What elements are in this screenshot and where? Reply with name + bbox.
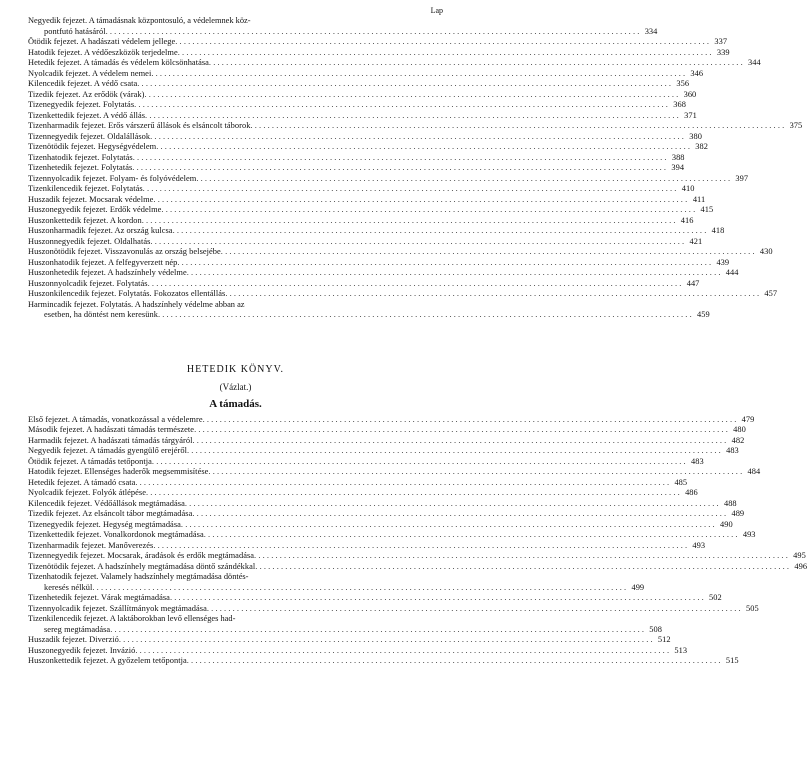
dot-leader bbox=[187, 268, 721, 279]
toc-page-number: 334 bbox=[644, 26, 658, 36]
toc-entry-text: Harmincadik fejezet. Folytatás. A hadszínhely védelme abban az bbox=[28, 299, 245, 309]
dot-leader bbox=[192, 509, 726, 520]
dot-leader bbox=[170, 593, 704, 604]
toc-entry bbox=[28, 163, 685, 174]
dot-leader bbox=[145, 90, 679, 101]
toc-entry bbox=[28, 278, 700, 290]
toc-entry bbox=[28, 519, 733, 531]
dot-leader bbox=[173, 226, 707, 237]
toc-entry-text: Hetedik fejezet. A támadás és védelem kölcsönhatása bbox=[28, 58, 209, 67]
toc-page-number: 486 bbox=[685, 488, 698, 497]
toc-entry-text: Tizenhetedik fejezet. Folytatás bbox=[28, 163, 133, 172]
dot-leader bbox=[225, 289, 759, 300]
toc-page-number: 489 bbox=[731, 509, 745, 518]
toc-entry bbox=[28, 540, 706, 552]
dot-leader bbox=[203, 415, 737, 426]
toc-page-number: 410 bbox=[681, 184, 695, 193]
toc-entry bbox=[28, 645, 688, 657]
toc-entry bbox=[28, 131, 702, 143]
toc-entry bbox=[28, 205, 714, 216]
toc-entry bbox=[28, 561, 807, 573]
section-title: A támadás. bbox=[209, 397, 262, 410]
toc-page-number: 484 bbox=[747, 467, 761, 476]
toc-entry-text: Negyedik fejezet. A támadás gyengülő erejéről bbox=[28, 446, 187, 455]
toc-page-number: 480 bbox=[733, 425, 746, 434]
toc-entry bbox=[28, 37, 728, 48]
dot-leader bbox=[250, 121, 784, 132]
dot-leader bbox=[132, 163, 666, 174]
page-column-header: Lap bbox=[430, 6, 443, 15]
toc-entry bbox=[28, 635, 671, 646]
toc-entry bbox=[28, 194, 706, 206]
toc-page-number: 339 bbox=[716, 47, 730, 57]
dot-leader bbox=[135, 646, 669, 657]
toc-entry-text: Első fejezet. A támadás, vonatkozással a védelemre bbox=[28, 414, 203, 424]
toc-entry-text: Tizedik fejezet. Az elsáncolt tábor megtámadása bbox=[28, 509, 193, 518]
toc-page-number: 397 bbox=[735, 173, 749, 183]
toc-entry-text: Tizennyolcadik fejezet. Folyam- és folyóvédelem bbox=[28, 173, 197, 183]
toc-page-number: 421 bbox=[689, 236, 703, 246]
toc-entry-text: Huszonkilencedik fejezet. Folytatás. Fokozatos ellentállás bbox=[28, 289, 226, 298]
toc-entry bbox=[28, 425, 746, 436]
toc-entry bbox=[28, 477, 688, 489]
toc-entry bbox=[28, 446, 739, 457]
dot-leader bbox=[146, 488, 680, 499]
toc-entry bbox=[28, 551, 806, 562]
toc-entry-text: Huszonharmadik fejezet. Az ország kulcsa bbox=[28, 226, 173, 235]
toc-page-number: 505 bbox=[745, 603, 759, 613]
toc-entry-text: Huszonkettedik fejezet. A győzelem tetőpontja bbox=[28, 656, 187, 665]
toc-entry bbox=[28, 467, 761, 478]
toc-page-number: 483 bbox=[726, 446, 739, 455]
toc-entry-text: esetben, ha döntést nem keresünk bbox=[44, 310, 158, 319]
toc-page-number: 493 bbox=[692, 540, 706, 550]
toc-entry bbox=[28, 121, 803, 132]
toc-page-number: 495 bbox=[793, 551, 806, 560]
toc-entry bbox=[28, 184, 695, 195]
toc-page-number: 447 bbox=[686, 278, 700, 288]
dot-leader bbox=[133, 153, 667, 164]
dot-leader bbox=[150, 132, 684, 143]
toc-entry-text: Huszonnegyedik fejezet. Oldalhatás bbox=[28, 236, 151, 246]
toc-entry-text: Tizenkettedik fejezet. Vonalkordonok megtámadása bbox=[28, 530, 204, 539]
dot-leader bbox=[106, 27, 640, 38]
toc-entry bbox=[28, 47, 730, 59]
toc-list-part1 bbox=[28, 16, 803, 321]
dot-leader bbox=[110, 625, 644, 636]
toc-entry-text: Kilencedik fejezet. A védő csata bbox=[28, 79, 138, 88]
toc-page-number: 360 bbox=[683, 89, 697, 99]
toc-page-number: 382 bbox=[695, 142, 708, 151]
dot-leader bbox=[193, 436, 727, 447]
toc-page-number: 418 bbox=[711, 226, 725, 235]
toc-entry-text: Harmadik fejezet. A hadászati támadás tárgyáról bbox=[28, 435, 193, 445]
toc-entry bbox=[28, 215, 694, 227]
toc-entry-text: Tizenkilencedik fejezet. Folytatás bbox=[28, 184, 143, 193]
dot-leader bbox=[187, 656, 721, 667]
dot-leader bbox=[153, 541, 687, 552]
dot-leader bbox=[255, 562, 789, 573]
toc-page-number: 485 bbox=[674, 477, 688, 487]
toc-entry-text: Huszonhetedik fejezet. A hadszínhely védelme bbox=[28, 268, 187, 277]
toc-entry-text: Huszonkettedik fejezet. A kordon bbox=[28, 215, 142, 225]
dot-leader bbox=[207, 604, 741, 615]
toc-page-number: 499 bbox=[631, 582, 645, 592]
toc-entry bbox=[28, 142, 708, 153]
dot-leader bbox=[158, 310, 692, 321]
dot-leader bbox=[143, 184, 677, 195]
toc-entry-text: Második fejezet. A hadászati támadás természete bbox=[28, 425, 195, 434]
toc-page-number: 380 bbox=[689, 131, 702, 141]
toc-page-number: 515 bbox=[725, 656, 739, 665]
toc-entry bbox=[28, 414, 755, 426]
dot-leader bbox=[161, 205, 695, 216]
toc-entry-text: Tizenkilencedik fejezet. A laktáborokban levő ellenséges had- bbox=[28, 614, 236, 623]
dot-leader bbox=[153, 195, 687, 206]
toc-entry-text: Tizenhetedik fejezet. Várak megtámadása bbox=[28, 593, 170, 602]
toc-entry-text: sereg megtámadása bbox=[44, 624, 111, 634]
dot-leader bbox=[196, 174, 730, 185]
toc-page-number: 512 bbox=[657, 635, 671, 644]
toc-entry-text: Nyolcadik fejezet. A védelem nemei bbox=[28, 68, 152, 78]
toc-entry-text: Negyedik fejezet. A támadásnak központosuló, a védelemnek köz- bbox=[28, 16, 251, 25]
toc-entry bbox=[28, 656, 739, 667]
dot-leader bbox=[254, 551, 788, 562]
toc-entry-text: Kilencedik fejezet. Védőállások megtámadása bbox=[28, 498, 185, 508]
toc-entry bbox=[28, 572, 645, 593]
toc-entry-text: Ötödik fejezet. A támadás tetőpontja bbox=[28, 456, 152, 466]
dot-leader bbox=[145, 111, 679, 122]
dot-leader bbox=[185, 499, 719, 510]
toc-page-number: 346 bbox=[690, 68, 704, 78]
toc-page-number: 416 bbox=[680, 215, 694, 225]
dot-leader bbox=[187, 446, 721, 457]
dot-leader bbox=[142, 216, 676, 227]
toc-page-number: 371 bbox=[684, 110, 697, 120]
toc-entry-text: Hetedik fejezet. A támadó csata bbox=[28, 477, 136, 487]
dot-leader bbox=[177, 258, 711, 269]
toc-entry-text: Tizenegyedik fejezet. Hegység megtámadása bbox=[28, 519, 181, 529]
toc-page-number: 496 bbox=[794, 561, 807, 571]
toc-page-number: 388 bbox=[671, 152, 685, 162]
toc-entry bbox=[28, 89, 697, 101]
toc-entry-text: Huszonegyedik fejezet. Erdők védelme bbox=[28, 205, 162, 214]
dot-leader bbox=[194, 425, 728, 436]
toc-entry bbox=[28, 509, 745, 520]
toc-page-number: 439 bbox=[716, 257, 730, 267]
book-heading: HETEDIK KÖNYV. bbox=[186, 363, 285, 375]
toc-entry-text: Tizenhatodik fejezet. Folytatás bbox=[28, 152, 133, 162]
dot-leader bbox=[204, 530, 738, 541]
toc-page-number: 482 bbox=[731, 435, 745, 445]
toc-entry bbox=[28, 603, 759, 615]
toc-entry-text: Huszonhatodik fejezet. A felfegyverzett nép bbox=[28, 257, 178, 267]
toc-page-number: 508 bbox=[649, 624, 662, 634]
toc-page-number: 394 bbox=[671, 163, 685, 172]
toc-page-number: 368 bbox=[673, 100, 686, 109]
toc-entry-text: Huszonegyedik fejezet. Invázió bbox=[28, 645, 136, 655]
toc-page-number: 488 bbox=[723, 498, 737, 508]
toc-entry bbox=[28, 289, 778, 300]
dot-leader bbox=[151, 69, 685, 80]
toc-entry bbox=[28, 79, 690, 90]
toc-entry bbox=[28, 614, 662, 635]
toc-entry bbox=[28, 16, 658, 37]
book-subheading: (Vázlat.) bbox=[219, 381, 252, 392]
toc-page-number: 344 bbox=[748, 58, 761, 67]
toc-entry-text: Tizennegyedik fejezet. Oldalállások bbox=[28, 131, 151, 141]
dot-leader bbox=[119, 635, 653, 646]
toc-entry-text: Hatodik fejezet. Ellenséges haderők megsemmisítése bbox=[28, 467, 209, 476]
toc-entry-text: Tizedik fejezet. Az erődök (várak) bbox=[28, 89, 145, 99]
toc-entry-text: Huszadik fejezet. Diverzió bbox=[28, 635, 119, 644]
toc-page-number: 493 bbox=[742, 530, 756, 539]
toc-entry-text: Tizennyolcadik fejezet. Szállítmányok megtámadása bbox=[28, 603, 207, 613]
toc-entry-text: Nyolcadik fejezet. Folyók átlépése bbox=[28, 488, 146, 497]
toc-entry bbox=[28, 110, 697, 122]
toc-entry-text: Tizenharmadik fejezet. Manőverezés bbox=[28, 540, 154, 550]
toc-entry-text: Tizenegyedik fejezet. Folytatás bbox=[28, 100, 135, 109]
toc-entry bbox=[28, 498, 737, 510]
toc-entry bbox=[28, 152, 685, 164]
toc-entry-text: Huszonötödik fejezet. Visszavonulás az ország belsejébe bbox=[28, 247, 221, 256]
toc-page-number: 430 bbox=[759, 247, 773, 256]
toc-entry-text: Huszonnyolcadik fejezet. Folytatás bbox=[28, 278, 148, 288]
toc-entry bbox=[28, 226, 725, 237]
toc-entry bbox=[28, 268, 739, 279]
toc-entry-text: Ötödik fejezet. A hadászati védelem jellege bbox=[28, 37, 176, 46]
toc-entry bbox=[28, 435, 745, 447]
dot-leader bbox=[156, 142, 690, 153]
dot-leader bbox=[181, 520, 715, 531]
dot-leader bbox=[221, 247, 755, 258]
toc-page-number: 415 bbox=[700, 205, 714, 214]
toc-entry bbox=[28, 530, 756, 541]
dot-leader bbox=[178, 48, 712, 59]
toc-entry bbox=[28, 247, 773, 258]
toc-entry-text: Tizenötödik fejezet. Hegységvédelem bbox=[28, 142, 157, 151]
toc-page-number: 513 bbox=[674, 645, 688, 655]
toc-page-number: 490 bbox=[719, 519, 733, 529]
toc-entry bbox=[28, 173, 749, 185]
dot-leader bbox=[148, 279, 682, 290]
dot-leader bbox=[175, 37, 709, 48]
toc-page-number: 479 bbox=[741, 414, 755, 424]
toc-entry-text: pontfutó hatásáról bbox=[44, 26, 106, 36]
dot-leader bbox=[150, 237, 684, 248]
toc-entry-text: Hatodik fejezet. A védőeszközök terjedelme bbox=[28, 47, 178, 57]
toc-page-number: 502 bbox=[709, 593, 722, 602]
toc-entry bbox=[28, 488, 698, 499]
toc-entry bbox=[28, 593, 722, 604]
dot-leader bbox=[92, 583, 626, 594]
toc-page-number: 483 bbox=[690, 456, 704, 466]
toc-page-number: 457 bbox=[764, 289, 778, 298]
toc-page-number: 444 bbox=[725, 268, 739, 277]
toc-page-number: 411 bbox=[692, 194, 706, 204]
toc-entry-text: Tizenkettedik fejezet. A védő állás bbox=[28, 110, 146, 120]
toc-entry bbox=[28, 299, 710, 321]
toc-page bbox=[28, 6, 807, 667]
toc-page-number: 356 bbox=[676, 79, 690, 88]
dot-leader bbox=[134, 100, 668, 111]
toc-list-part2 bbox=[28, 414, 807, 667]
toc-entry bbox=[28, 68, 704, 80]
toc-entry bbox=[28, 257, 730, 269]
dot-leader bbox=[209, 58, 743, 69]
dot-leader bbox=[137, 79, 671, 90]
dot-leader bbox=[152, 457, 686, 468]
toc-entry-text: Huszadik fejezet. Mocsarak védelme bbox=[28, 194, 154, 204]
toc-entry bbox=[28, 456, 704, 468]
toc-entry-text: Tizennegyedik fejezet. Mocsarak, árađások és erdők megtámadása bbox=[28, 551, 255, 560]
toc-entry-text: Tizenharmadik fejezet. Erős várszerű állások és elsáncolt táborok bbox=[28, 121, 251, 130]
toc-entry-text: keresés nélkül bbox=[44, 582, 93, 592]
toc-entry-text: Tizenötödik fejezet. A hadszínhely megtámadása döntő szándékkal bbox=[28, 561, 256, 571]
toc-page-number: 375 bbox=[789, 121, 803, 130]
dot-leader bbox=[208, 467, 742, 478]
toc-entry bbox=[28, 58, 761, 69]
toc-entry bbox=[28, 236, 703, 248]
toc-entry bbox=[28, 100, 686, 111]
toc-page-number: 337 bbox=[714, 37, 728, 46]
dot-leader bbox=[135, 478, 669, 489]
toc-page-number: 459 bbox=[697, 310, 710, 319]
toc-entry-text: Tizenhatodik fejezet. Valamely hadszínhely megtámadása döntés- bbox=[28, 572, 249, 581]
